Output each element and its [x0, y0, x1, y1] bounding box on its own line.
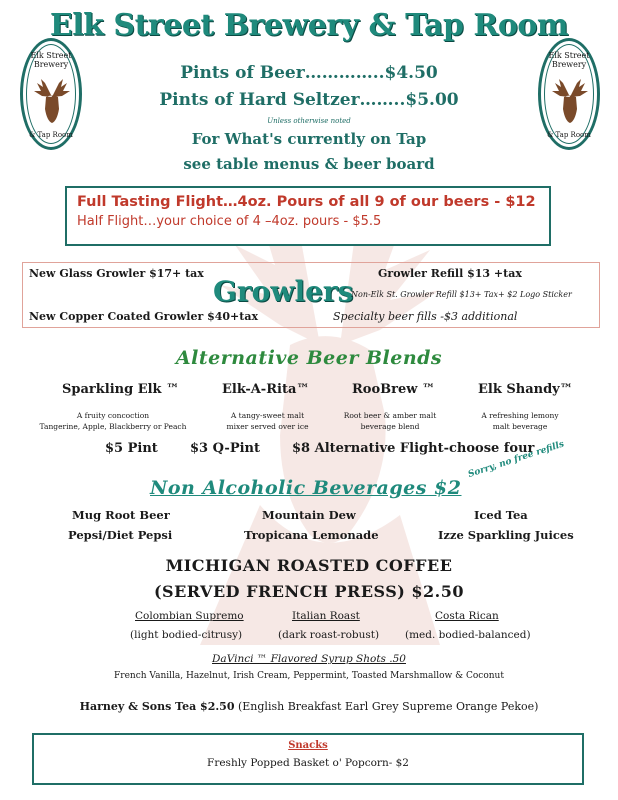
blend-description: Root beer & amber malt beverage blend — [343, 411, 437, 431]
roast-description: (light bodied-citrusy) — [130, 629, 243, 641]
blend-description: A fruity concoction Tangerine, Apple, Blackberry or Peach — [39, 411, 187, 431]
roast-name: Costa Rican — [435, 610, 499, 622]
coffee-subheading: (SERVED FRENCH PRESS) $2.50 — [153, 582, 465, 601]
tea-label: Harney & Sons Tea $2.50 — [79, 700, 235, 713]
snack-item: Freshly Popped Basket o' Popcorn- $2 — [207, 757, 409, 769]
tea-varieties: (English Breakfast Earl Grey Supreme Orange Pekoe) — [237, 700, 539, 713]
snacks-box — [32, 733, 584, 785]
syrup-heading: DaVinci ™ Flavored Syrup Shots .50 — [212, 653, 406, 665]
snacks-heading: Snacks — [288, 740, 328, 751]
beverage-item: Tropicana Lemonade — [244, 528, 379, 542]
roast-description: (dark roast-robust) — [278, 629, 380, 641]
beverage-item: Mountain Dew — [262, 508, 356, 522]
no-free-refills-note: Sorry, no free refills — [466, 439, 566, 480]
full-flight-text: Full Tasting Flight…4oz. Pours of all 9 of our beers - $12 — [77, 194, 536, 210]
new-copper-growler: New Copper Coated Growler $40+tax — [29, 310, 259, 323]
tasting-flight-box — [65, 186, 551, 246]
growlers-box — [22, 262, 600, 328]
blend-name: Elk-A-Rita™ — [222, 382, 310, 397]
non-elk-growler-refill: Non-Elk St. Growler Refill $13+ Tax+ $2 Logo Sticker — [351, 290, 572, 299]
roast-name: Colombian Supremo — [135, 610, 244, 622]
blend-name: Elk Shandy™ — [478, 382, 573, 397]
non-alcoholic-heading: Non Alcoholic Beverages $2 — [150, 477, 462, 499]
blend-price-flight: $8 Alternative Flight-choose four — [292, 441, 535, 456]
roast-description: (med. bodied-balanced) — [405, 629, 531, 641]
coffee-heading: MICHIGAN ROASTED COFFEE — [165, 556, 453, 575]
pricing-note: Unless otherwise noted — [267, 117, 351, 125]
roast-name: Italian Roast — [292, 610, 360, 622]
logo-brand-text: Elk Street Brewery — [548, 51, 590, 69]
new-glass-growler: New Glass Growler $17+ tax — [29, 267, 204, 280]
blend-description: A tangy-sweet malt mixer served over ice — [226, 411, 309, 431]
blend-price-qpint: $3 Q-Pint — [190, 441, 260, 456]
syrup-flavors: French Vanilla, Hazelnut, Irish Cream, Peppermint, Toasted Marshmallow & Coconut — [114, 671, 504, 681]
pints-seltzer-price: Pints of Hard Seltzer……..$5.00 — [159, 90, 459, 110]
beverage-item: Pepsi/Diet Pepsi — [68, 528, 173, 542]
logo-sub-text: & Tap Room — [29, 131, 73, 139]
blend-name: RooBrew ™ — [352, 382, 435, 397]
on-tap-line-2: see table menus & beer board — [183, 155, 435, 173]
growler-refill: Growler Refill $13 +tax — [378, 267, 522, 280]
beverage-item: Izze Sparkling Juices — [438, 528, 574, 542]
pints-beer-price: Pints of Beer…………..$4.50 — [180, 63, 438, 83]
logo-brand-text: Elk Street Brewery — [30, 51, 72, 69]
growlers-title: Growlers — [213, 275, 354, 308]
beverage-item: Iced Tea — [474, 508, 528, 522]
half-flight-text: Half Flight…your choice of 4 –4oz. pours - $5.5 — [77, 214, 382, 229]
beverage-item: Mug Root Beer — [72, 508, 170, 522]
blend-description: A refreshing lemony malt beverage — [481, 411, 559, 431]
blends-heading: Alternative Beer Blends — [175, 347, 443, 369]
blend-name: Sparkling Elk ™ — [62, 382, 180, 397]
blend-price-pint: $5 Pint — [105, 441, 158, 456]
specialty-fills: Specialty beer fills -$3 additional — [333, 310, 518, 323]
page-title: Elk Street Brewery & Tap Room — [49, 8, 569, 43]
on-tap-line-1: For What's currently on Tap — [191, 130, 427, 148]
logo-sub-text: & Tap Room — [547, 131, 591, 139]
tea-line — [0, 700, 618, 713]
